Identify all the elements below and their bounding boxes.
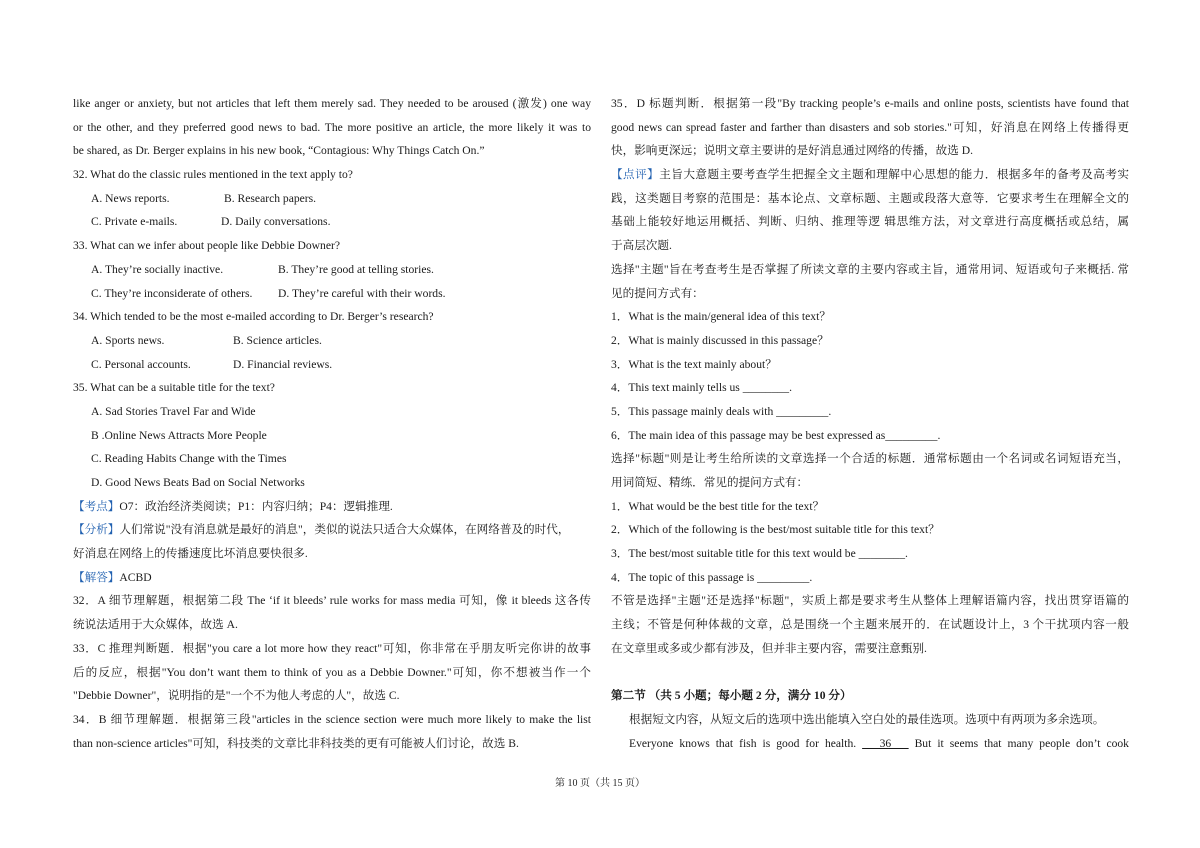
jieda-text: ACBD: [119, 570, 152, 584]
section-heading: 第二节 （共 5 小题；每小题 2 分，满分 10 分）: [611, 689, 852, 703]
fenxi-tag: 【分析】: [73, 523, 120, 537]
answer-35-line: 快，影响更深远；说明文章主要讲的是好消息通过网络的传播，故选 D.: [611, 144, 973, 158]
option-a: A. Sad Stories Travel Far and Wide: [91, 404, 256, 418]
kaodian-line: [73, 495, 591, 519]
answer-33-line: "Debbie Downer"，说明指的是"一个不为他人考虑的人"，故选 C.: [73, 689, 400, 703]
dianping-line: 基础上能较好地运用概括、判断、归纳、推理等逻 辑思维方法，对文章进行高度概括或总结，属: [611, 215, 1129, 229]
list-item: 3．The best/most suitable title for this text would be ________.: [611, 547, 908, 561]
fenxi-text: 人们常说"没有消息就是最好的消息"，类似的说法只适合大众媒体，在网络普及的时代，: [119, 523, 570, 537]
kaodian-text: O7：政治经济类阅读；P1：内容归纳；P4：逻辑推理.: [119, 499, 393, 513]
zhuti-line: 选择"主题"旨在考查考生是否掌握了所读文章的主要内容或主旨，通常用词、短语或句子来概括. 常: [611, 262, 1129, 276]
answer-33-line: 后的反应，根据"You don’t want them to think of you as a Debbie Downer."可知，你不想被当作一个: [73, 665, 591, 679]
option-a: A. They’re socially inactive.: [91, 262, 224, 276]
list-item: 2．What is mainly discussed in this passage？: [611, 333, 829, 347]
options-row: [73, 353, 591, 377]
list-item: 5．This passage mainly deals with _________.: [611, 404, 832, 418]
passage-text: Everyone knows that fish is good for health.: [629, 736, 857, 750]
option-a: A. News reports.: [91, 191, 170, 205]
jieda-line: [73, 566, 591, 590]
question-35: 35. What can be a suitable title for the text?: [73, 381, 275, 395]
blank-36: ___36___: [862, 736, 909, 750]
option-b: B. Science articles.: [233, 333, 322, 347]
answer-34-line: 34．B 细节理解题．根据第三段"articles in the science section were much more likely to make the list: [73, 712, 591, 726]
page-footer: 第 10 页（共 15 页）: [555, 778, 645, 789]
fenxi-line: [73, 518, 591, 542]
option-d: D. Daily conversations.: [221, 215, 331, 229]
answer-35-line: good news can spread faster and farther than disasters and sob stories."可知，好消息在网络上传播得更: [611, 120, 1129, 134]
option-c: C. Reading Habits Change with the Times: [91, 452, 287, 466]
right-column: [611, 92, 1129, 755]
passage-text: But it seems that many people don’t cook: [914, 736, 1129, 750]
buguan-line: 在文章里或多或少都有涉及，但并非主要内容，需要注意甄别.: [611, 641, 927, 655]
option-d: D. Good News Beats Bad on Social Networks: [91, 476, 305, 489]
option-a: A. Sports news.: [91, 333, 165, 347]
passage-first-line: [611, 732, 1129, 756]
option-b: B. Research papers.: [224, 191, 317, 205]
buguan-line: 不管是选择"主题"还是选择"标题"，实质上都是要求考生从整体上理解语篇内容，找出贯穿语篇的: [611, 594, 1129, 608]
question-32: 32. What do the classic rules mentioned in the text apply to?: [73, 168, 353, 182]
instructions: 根据短文内容，从短文后的选项中选出能填入空白处的最佳选项。选项中有两项为多余选项。: [629, 712, 1105, 726]
passage-line: be shared, as Dr. Berger explains in his new book, “Contagious: Why Things Catch On.”: [73, 144, 485, 158]
options-row: [73, 282, 591, 306]
option-c: C. They’re inconsiderate of others.: [91, 286, 253, 300]
list-item: 1．What would be the best title for the text？: [611, 499, 825, 513]
answer-33-line: 33．C 推理判断题．根据"you care a lot more how they react"可知，你非常在乎朋友听完你讲的故事: [73, 641, 591, 655]
question-34: 34. Which tended to be the most e-mailed according to Dr. Berger’s research?: [73, 310, 434, 324]
option-c: C. Personal accounts.: [91, 357, 191, 371]
list-item: 6．The main idea of this passage may be best expressed as_________.: [611, 428, 941, 442]
jieda-tag: 【解答】: [73, 570, 120, 584]
dianping-line: 于高层次题.: [611, 239, 672, 253]
option-c: C. Private e-mails.: [91, 215, 178, 229]
kaodian-tag: 【考点】: [73, 499, 120, 513]
biaoti-line: 用词简短、精练．常见的提问方式有：: [611, 476, 809, 489]
left-column: [73, 92, 591, 755]
fenxi-line: 好消息在网络上的传播速度比坏消息要快很多.: [73, 547, 308, 561]
list-item: 4．This text mainly tells us ________.: [611, 381, 792, 395]
zhuti-line: 见的提问方式有：: [611, 286, 704, 300]
question-33: 33. What can we infer about people like Debbie Downer?: [73, 239, 340, 253]
biaoti-line: 选择"标题"则是让考生给所读的文章选择一个合适的标题．通常标题由一个名词或名词短语充当，: [611, 452, 1129, 466]
list-item: 4．The topic of this passage is _________.: [611, 570, 813, 584]
list-item: 1．What is the main/general idea of this text？: [611, 310, 831, 324]
answer-35-line: 35．D 标题判断．根据第一段"By tracking people’s e-mails and online posts, scientists have found that: [611, 97, 1129, 110]
spacer: [611, 661, 1129, 685]
buguan-line: 主线；不管是何种体裁的文章，总是围绕一个主题来展开的．在试题设计上，3 个干扰项内容一般: [611, 618, 1129, 632]
answer-32-line: 统说法适用于大众媒体，故选 A.: [73, 618, 238, 632]
passage-line: or the other, and they preferred good news to bad. The more positive an article, the more likely it was to: [73, 120, 591, 134]
dianping-line: 践，这类题目考察的范围是：基本论点、文章标题、主题或段落大意等．它要求考生在理解全文的: [611, 191, 1129, 205]
option-d: D. Financial reviews.: [233, 357, 333, 371]
dianping-text: 主旨大意题主要考查学生把握全文主题和理解中心思想的能力．根据多年的备考及高考实: [659, 168, 1129, 182]
answer-34-line: than non-science articles"可知，科技类的文章比非科技类的更有可能被人们讨论，故选 B.: [73, 736, 519, 750]
answer-32-line: 32．A 细节理解题，根据第二段 The ‘if it bleeds’ rule works for mass media 可知，像 it bleeds 这各传: [73, 594, 591, 608]
list-item: 2．Which of the following is the best/most suitable title for this text？: [611, 523, 940, 537]
option-d: D. They’re careful with their words.: [278, 286, 446, 300]
options-row: [73, 329, 591, 353]
option-b: B. They’re good at telling stories.: [278, 262, 434, 276]
dianping-line: [611, 163, 1129, 187]
options-row: [73, 187, 591, 211]
dianping-tag: 【点评】: [611, 168, 660, 182]
list-item: 3．What is the text mainly about？: [611, 357, 777, 371]
option-b: B .Online News Attracts More People: [91, 428, 267, 442]
passage-line: like anger or anxiety, but not articles that left them merely sad. They needed to be aroused (激发) one way: [73, 97, 591, 110]
options-row: [73, 258, 591, 282]
options-row: [73, 210, 591, 234]
